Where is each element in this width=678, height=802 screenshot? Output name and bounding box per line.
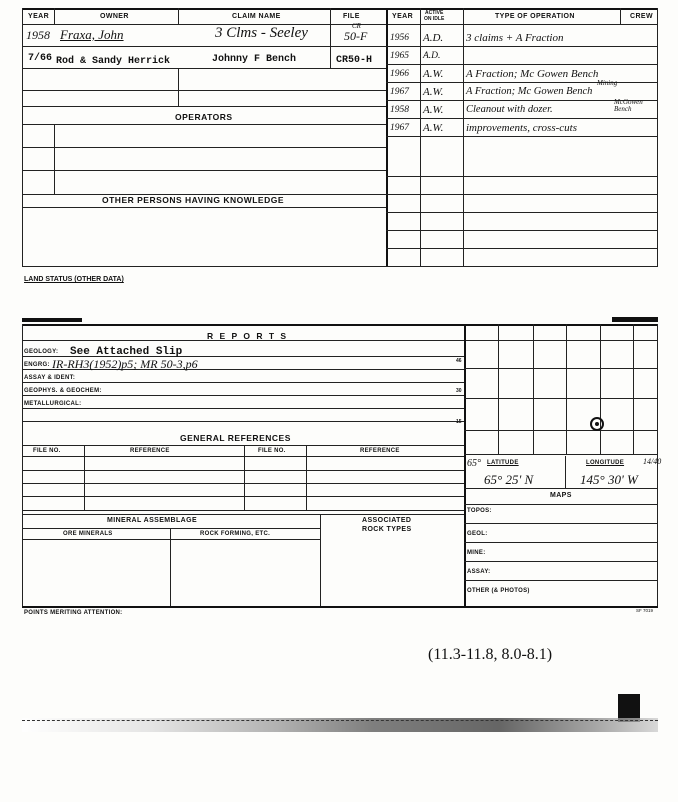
maps-mine-label: MINE:	[467, 550, 486, 556]
maps-topos-label: TOPOS:	[467, 508, 492, 514]
geophys-label: GEOPHYS. & GEOCHEM:	[24, 388, 102, 394]
associated-label: ASSOCIATED	[362, 517, 412, 524]
form-number: SF 7019	[636, 608, 654, 613]
smudge-right	[612, 317, 658, 322]
header-crew: CREW	[630, 13, 653, 20]
general-references-title: GENERAL REFERENCES	[180, 433, 291, 443]
header-type-of-operation: TYPE OF OPERATION	[495, 13, 575, 20]
latitude-prefix: 65°	[467, 458, 481, 469]
owner-row-2-claim: Johnny F Bench	[212, 54, 297, 65]
rock-forming-header: ROCK FORMING, ETC.	[200, 531, 271, 537]
operation-4-year: 1967	[390, 87, 409, 97]
operation-6-active: A.W.	[423, 122, 444, 134]
grid-number-15: 15	[456, 419, 462, 425]
header-year-2: YEAR	[392, 13, 414, 20]
grid-number-30: 30	[456, 388, 462, 394]
location-marker-icon	[590, 417, 604, 431]
operation-5-note: McGowen Bench	[614, 98, 643, 113]
land-status-label: LAND STATUS (OTHER DATA)	[24, 276, 124, 283]
header-claim-name: CLAIM NAME	[232, 13, 281, 20]
coordinates-note: (11.3-11.8, 8.0-8.1)	[428, 646, 553, 663]
owner-row-2-owner: Rod & Sandy Herrick	[56, 56, 171, 67]
operation-5-text: Cleanout with dozer.	[466, 104, 553, 115]
header-year: YEAR	[28, 13, 50, 20]
maps-title: MAPS	[550, 492, 572, 499]
geology-value: See Attached Slip	[70, 346, 183, 358]
assay-label: ASSAY & IDENT:	[24, 375, 76, 381]
operation-1-text: 3 claims + A Fraction	[466, 32, 564, 44]
latitude-label: LATITUDE	[487, 460, 519, 466]
ref-file-no-header-2: FILE NO.	[258, 448, 286, 454]
latitude-value: 65° 25' N	[484, 472, 534, 487]
header-on-idle: ON IDLE	[424, 16, 445, 22]
longitude-suffix: 14/40	[643, 457, 662, 466]
header-active: ACTIVE	[425, 10, 444, 16]
owner-row-2-year: 7/66	[28, 53, 53, 64]
operation-3-text: A Fraction; Mc Gowen Bench	[466, 68, 599, 80]
operation-6-text: improvements, cross-cuts	[466, 122, 577, 134]
longitude-label: LONGITUDE	[586, 460, 625, 466]
operation-4-note: Mining	[597, 79, 618, 87]
header-owner: OWNER	[100, 13, 129, 20]
owner-row-1-year: 1958	[26, 28, 50, 42]
maps-assay-label: ASSAY:	[467, 569, 491, 575]
mineral-assemblage-title: MINERAL ASSEMBLAGE	[107, 517, 198, 524]
operation-2-year: 1965	[390, 51, 409, 61]
rock-types-label: ROCK TYPES	[362, 526, 412, 533]
maps-geol-label: GEOL:	[467, 531, 488, 537]
smudge-left	[22, 318, 82, 322]
maps-other-label: OTHER (& PHOTOS)	[467, 588, 530, 594]
reports-title: R E P O R T S	[207, 331, 289, 341]
operation-6-year: 1967	[390, 123, 409, 133]
ref-reference-header: REFERENCE	[130, 448, 170, 454]
grid-number-46: 46	[456, 358, 462, 364]
operation-1-active: A.D.	[423, 32, 444, 44]
operation-5-year: 1958	[390, 105, 409, 115]
operation-4-active: A.W.	[423, 86, 444, 98]
owner-row-1-owner: Fraxa, John	[60, 27, 124, 42]
ore-minerals-header: ORE MINERALS	[63, 531, 113, 537]
operation-2-active: A.D.	[423, 51, 441, 61]
operation-1-year: 1956	[390, 33, 409, 43]
owner-row-1-claim: 3 Clms - Seeley	[215, 25, 308, 41]
operation-4-text: A Fraction; Mc Gowen Bench	[466, 86, 593, 97]
operation-3-active: A.W.	[423, 68, 444, 80]
operation-3-year: 1966	[390, 69, 409, 79]
operation-5-active: A.W.	[423, 104, 444, 116]
ref-reference-header-2: REFERENCE	[360, 448, 400, 454]
other-persons-label: OTHER PERSONS HAVING KNOWLEDGE	[102, 195, 285, 205]
owner-row-1-file: 50-F	[344, 29, 368, 43]
owner-row-2-file: CR50-H	[336, 55, 373, 66]
owner-row-1-file-super: CR	[352, 22, 361, 30]
geology-label: GEOLOGY:	[24, 349, 59, 355]
engrg-value: IR-RH3(1952)p5; MR 50-3,p6	[52, 357, 198, 371]
points-meriting-attention-label: POINTS MERITING ATTENTION:	[24, 610, 123, 616]
engrg-label: ENGRG:	[24, 362, 50, 368]
operators-label: OPERATORS	[175, 112, 233, 122]
header-file: FILE	[343, 13, 360, 20]
metallurgical-label: METALLURGICAL:	[24, 401, 82, 407]
ref-file-no-header: FILE NO.	[33, 448, 61, 454]
longitude-value: 145° 30' W	[580, 472, 638, 487]
